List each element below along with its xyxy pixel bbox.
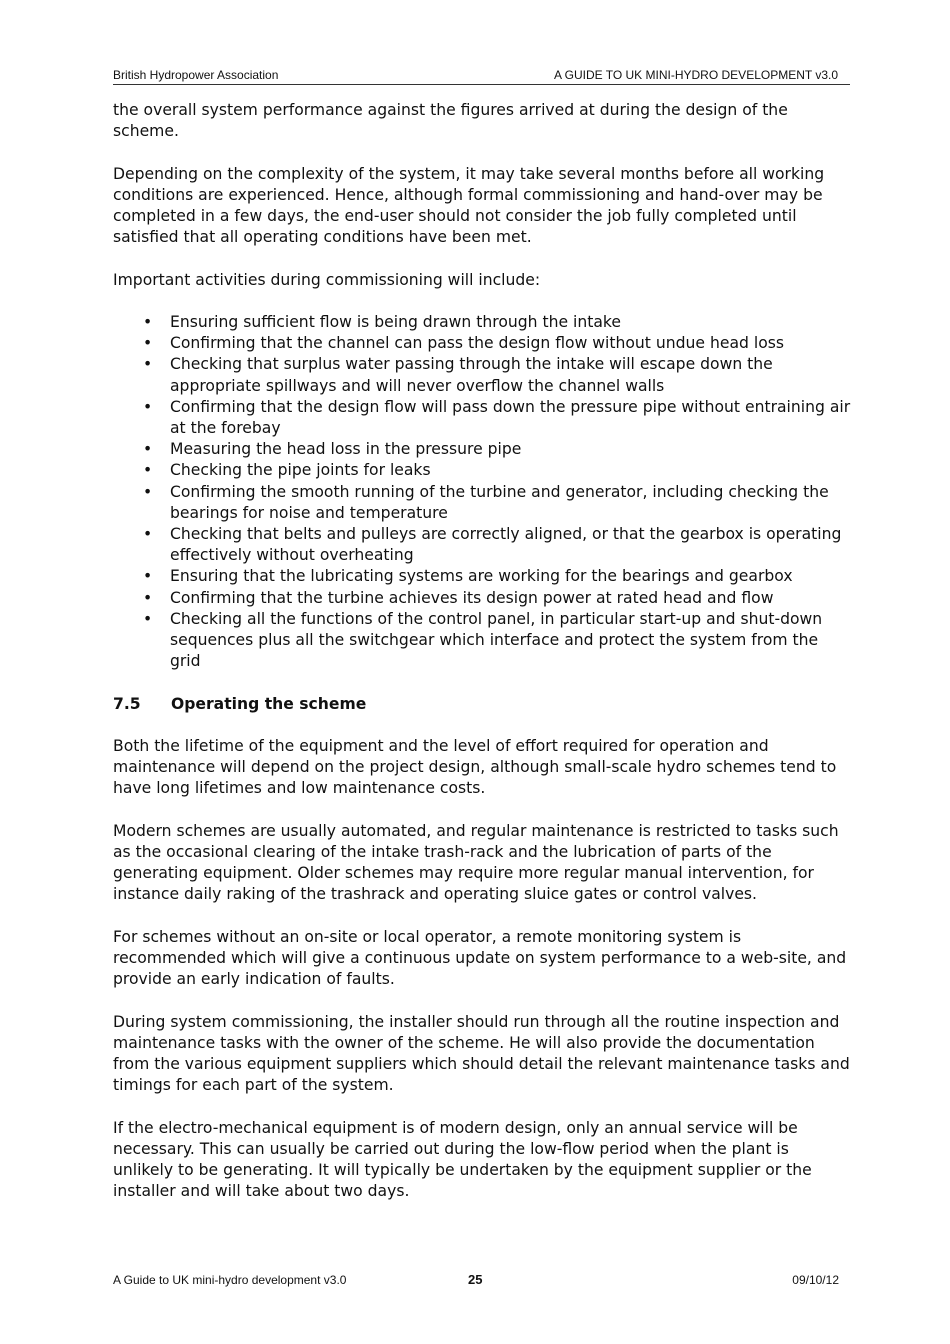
list-item-text: Confirming that the design flow will pass down the pressure pipe without entraining air at the forebay — [170, 397, 851, 437]
list-item — [143, 439, 853, 460]
section-number: 7.5 — [113, 694, 141, 713]
list-item-text: Confirming that the turbine achieves its design power at rated head and flow — [170, 588, 774, 607]
page-content — [113, 100, 853, 1224]
list-item — [143, 397, 853, 439]
list-item — [143, 333, 853, 354]
paragraph: Modern schemes are usually automated, and regular maintenance is restricted to tasks such as the occasional clearing of the intake trash-rack and the lubrication of parts of the generating equipment. Older schemes may require more regular manual intervention, for instance daily raking of the trashrack and operating sluice gates or control valves. — [113, 821, 839, 904]
paragraph: For schemes without an on-site or local operator, a remote monitoring system is recommended which will give a continuous update on system performance to a web-site, and provide an early indication of faults. — [113, 927, 847, 989]
list-item — [143, 460, 853, 481]
list-item-text: Checking the pipe joints for leaks — [170, 461, 431, 480]
bullet-icon: • — [143, 312, 153, 331]
list-item — [143, 312, 853, 333]
paragraph: the overall system performance against the figures arrived at during the design of the scheme. — [113, 101, 788, 141]
list-item — [143, 524, 853, 566]
list-item-text: Checking that surplus water passing through the intake will escape down the appropriate spillways and will never overflow the channel walls — [170, 355, 773, 395]
list-item — [143, 609, 853, 673]
paragraph: Both the lifetime of the equipment and the level of effort required for operation and maintenance will depend on the project design, although small-scale hydro schemes tend to have long lifetimes and low maintenance costs. — [113, 737, 837, 798]
bullet-icon: • — [143, 482, 153, 501]
header-organization: British Hydropower Association — [113, 68, 279, 82]
paragraph: During system commissioning, the installer should run through all the routine inspection and maintenance tasks with the owner of the scheme. He will also provide the documentation from the various equipment suppliers which should detail the relevant maintenance tasks and timings for each part of the system. — [113, 1012, 850, 1095]
bullet-icon: • — [143, 461, 153, 480]
list-item-text: Confirming that the channel can pass the design flow without undue head loss — [170, 334, 784, 353]
list-item — [143, 354, 853, 396]
bullet-icon: • — [143, 440, 153, 459]
bullet-icon: • — [143, 334, 153, 353]
list-item-text: Checking all the functions of the control panel, in particular start-up and shut-down sequences plus all the switchgear which interface and protect the system from the grid — [170, 609, 823, 671]
section-title: Operating the scheme — [171, 694, 367, 713]
paragraph: Depending on the complexity of the system, it may take several months before all working conditions are experienced. Hence, although formal commissioning and hand-over may be completed in a few days, the end-user should not consider the job fully completed until satisfied that all operating conditions have been met. — [113, 164, 825, 247]
bullet-icon: • — [143, 588, 153, 607]
list-item — [143, 588, 853, 609]
list-item-text: Ensuring sufficient flow is being drawn through the intake — [170, 312, 622, 331]
bullet-icon: • — [143, 567, 153, 586]
section-heading — [113, 694, 853, 715]
list-item-text: Ensuring that the lubricating systems are working for the bearings and gearbox — [170, 567, 793, 586]
bullet-icon: • — [143, 525, 153, 544]
bullet-icon: • — [143, 609, 153, 628]
footer-document-title: A Guide to UK mini-hydro development v3.0 — [113, 1273, 347, 1287]
bullet-icon: • — [143, 355, 153, 374]
paragraph: Important activities during commissioning will include: — [113, 270, 541, 289]
footer-date: 09/10/12 — [792, 1273, 839, 1287]
list-item-text: Confirming the smooth running of the turbine and generator, including checking the bearings for noise and temperature — [170, 482, 829, 522]
page-number: 25 — [468, 1272, 483, 1287]
list-item-text: Measuring the head loss in the pressure pipe — [170, 440, 522, 459]
commissioning-activities-list — [113, 312, 853, 672]
bullet-icon: • — [143, 397, 153, 416]
list-item — [143, 482, 853, 524]
header-document-title: A GUIDE TO UK MINI-HYDRO DEVELOPMENT v3.0 — [553, 68, 838, 82]
page-footer — [113, 1273, 839, 1289]
paragraph: If the electro-mechanical equipment is of modern design, only an annual service will be necessary. This can usually be carried out during the low-flow period when the plant is unlikely to be generating. It will typically be undertaken by the equipment supplier or the installer and will take about two days. — [113, 1118, 812, 1201]
list-item-text: Checking that belts and pulleys are correctly aligned, or that the gearbox is operating effectively without overheating — [170, 525, 842, 565]
list-item — [143, 566, 853, 587]
page-header — [113, 67, 850, 85]
